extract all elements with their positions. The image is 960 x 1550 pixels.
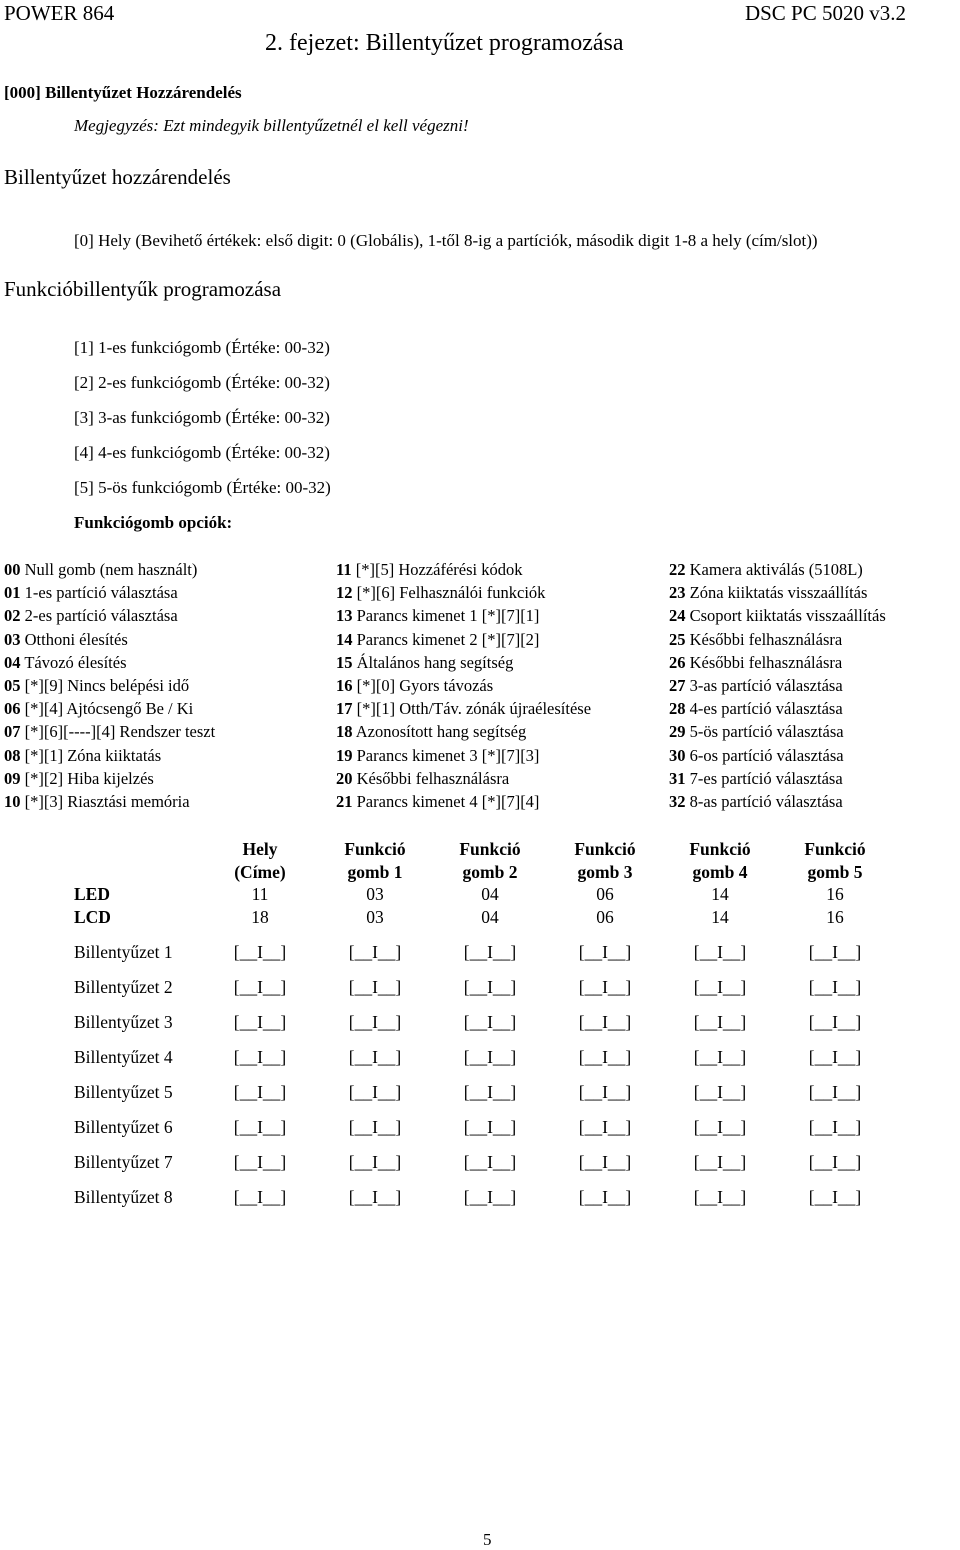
table-header — [205, 838, 315, 884]
function-keys-title: Funkcióbillentyűk programozása — [4, 277, 282, 301]
option-text: [*][0] Gyors távozás — [352, 676, 494, 695]
option-code: 15 — [336, 652, 353, 672]
entry-field: [__I__] — [578, 942, 632, 962]
option-code: 05 — [4, 676, 21, 695]
option-text: [*][2] Hiba kijelzés — [20, 768, 154, 788]
option-text: Későbbi felhasználásra — [685, 629, 843, 649]
option-text: Parancs kimenet 1 [*][7][1] — [352, 606, 540, 626]
keypad-row-label: Billentyűzet 2 — [74, 977, 173, 997]
option-code: 02 — [4, 606, 21, 626]
option-text: 7-es partíció választása — [685, 768, 843, 788]
option-item — [669, 792, 843, 812]
default-value: 03 — [366, 884, 384, 904]
option-item — [336, 746, 539, 766]
entry-field: [__I__] — [578, 1152, 632, 1172]
keypad-row-label: Billentyűzet 5 — [74, 1082, 173, 1102]
option-text: 4-es partíció választása — [685, 699, 843, 719]
header-left: POWER 864 — [4, 1, 115, 25]
default-value: 11 — [251, 884, 269, 904]
entry-field: [__I__] — [463, 1152, 517, 1172]
table-header-line: Funkció — [459, 839, 521, 859]
option-text: 6-os partíció választása — [685, 745, 844, 765]
option-text: Későbbi felhasználásra — [685, 652, 843, 672]
entry-field: [__I__] — [348, 1117, 402, 1137]
entry-field: [__I__] — [693, 1187, 747, 1207]
option-code: 10 — [4, 792, 21, 811]
option-text: [*][5] Hozzáférési kódok — [351, 560, 523, 579]
option-item — [4, 606, 178, 626]
entry-field: [__I__] — [808, 1187, 862, 1207]
option-item — [4, 653, 127, 673]
entry-field: [__I__] — [233, 942, 287, 962]
table-header — [435, 838, 545, 884]
option-item — [669, 583, 867, 603]
section-000-note: Megjegyzés: Ezt mindegyik billentyűzetnél el kell végezni! — [74, 116, 469, 135]
default-value: 03 — [366, 907, 384, 927]
option-text: 5-ös partíció választása — [685, 722, 844, 742]
option-code: 19 — [336, 745, 353, 765]
option-item — [669, 630, 842, 650]
default-value: 06 — [596, 907, 614, 927]
entry-field: [__I__] — [693, 1012, 747, 1032]
entry-field: [__I__] — [233, 1047, 287, 1067]
entry-field: [__I__] — [463, 1117, 517, 1137]
option-item — [336, 722, 526, 742]
option-text: Parancs kimenet 4 [*][7][4] — [352, 792, 540, 811]
entry-field: [__I__] — [348, 977, 402, 997]
option-item — [4, 583, 178, 603]
entry-field: [__I__] — [578, 1187, 632, 1207]
option-text: [*][9] Nincs belépési idő — [20, 676, 190, 695]
option-code: 11 — [336, 560, 352, 579]
option-item — [336, 792, 539, 812]
default-value: 16 — [826, 884, 844, 904]
entry-field: [__I__] — [693, 1152, 747, 1172]
entry-field: [__I__] — [578, 1047, 632, 1067]
entry-field: [__I__] — [348, 1082, 402, 1102]
entry-field: [__I__] — [578, 1082, 632, 1102]
table-header-line: gomb 4 — [692, 862, 748, 882]
entry-field: [__I__] — [693, 1082, 747, 1102]
header-right: DSC PC 5020 v3.2 — [744, 1, 906, 25]
option-text: Parancs kimenet 3 [*][7][3] — [352, 745, 540, 765]
option-code: 00 — [4, 560, 21, 579]
function-key-item: [1] 1-es funkciógomb (Értéke: 00-32) — [74, 338, 330, 357]
entry-field: [__I__] — [348, 1152, 402, 1172]
entry-field: [__I__] — [808, 1117, 862, 1137]
option-text: Azonosított hang segítség — [352, 722, 527, 742]
function-key-item: [4] 4-es funkciógomb (Értéke: 00-32) — [74, 443, 330, 462]
option-text: Zóna kiiktatás visszaállítás — [685, 583, 868, 603]
option-text: [*][1] Zóna kiiktatás — [20, 745, 162, 765]
option-text: 2-es partíció választása — [20, 606, 178, 626]
table-header-line: gomb 5 — [807, 862, 863, 882]
table-header — [665, 838, 775, 884]
entry-field: [__I__] — [463, 977, 517, 997]
option-text: Kamera aktiválás (5108L) — [685, 560, 863, 579]
page-number: 5 — [483, 1530, 492, 1549]
option-code: 09 — [4, 768, 21, 788]
option-code: 16 — [336, 676, 353, 695]
entry-field: [__I__] — [808, 1047, 862, 1067]
option-code: 32 — [669, 792, 686, 811]
entry-field: [__I__] — [233, 1187, 287, 1207]
table-header-line: (Címe) — [234, 862, 286, 882]
option-item — [336, 560, 522, 580]
option-text: Távozó élesítés — [20, 652, 127, 672]
option-item — [336, 676, 493, 696]
option-item — [4, 699, 193, 719]
option-item — [669, 722, 844, 742]
option-code: 27 — [669, 676, 686, 695]
entry-field: [__I__] — [233, 977, 287, 997]
entry-field: [__I__] — [233, 1082, 287, 1102]
option-text: 3-as partíció választása — [685, 676, 843, 695]
option-code: 06 — [4, 699, 21, 719]
option-code: 07 — [4, 722, 21, 742]
entry-field: [__I__] — [578, 977, 632, 997]
entry-field: [__I__] — [578, 1117, 632, 1137]
option-item — [336, 653, 513, 673]
entry-field: [__I__] — [463, 1047, 517, 1067]
entry-field: [__I__] — [463, 942, 517, 962]
slot-line: [0] Hely (Bevihető értékek: első digit: 0 (Globális), 1-től 8-ig a partíciók, második digit 1-8 a hely (cím/slot)) — [74, 231, 818, 250]
option-item — [4, 560, 197, 580]
function-key-item: [3] 3-as funkciógomb (Értéke: 00-32) — [74, 408, 330, 427]
option-item — [336, 699, 591, 719]
table-header-line: Funkció — [689, 839, 751, 859]
table-header — [550, 838, 660, 884]
option-item — [4, 676, 189, 696]
entry-field: [__I__] — [463, 1012, 517, 1032]
options-title: Funkciógomb opciók: — [74, 513, 233, 532]
option-text: 8-as partíció választása — [685, 792, 843, 811]
option-code: 14 — [336, 629, 353, 649]
default-row-label: LCD — [74, 907, 111, 927]
option-code: 20 — [336, 768, 353, 788]
option-code: 03 — [4, 629, 21, 649]
option-item — [669, 769, 843, 789]
keypad-row-label: Billentyűzet 8 — [74, 1187, 173, 1207]
option-item — [4, 722, 215, 742]
section-000-title: [000] Billentyűzet Hozzárendelés — [4, 83, 242, 102]
default-value: 14 — [711, 907, 729, 927]
option-item — [669, 699, 843, 719]
option-item — [669, 676, 843, 696]
default-value: 16 — [826, 907, 844, 927]
keypad-row-label: Billentyűzet 4 — [74, 1047, 173, 1067]
entry-field: [__I__] — [578, 1012, 632, 1032]
entry-field: [__I__] — [693, 942, 747, 962]
option-text: [*][1] Otth/Táv. zónák újraélesítése — [352, 699, 592, 719]
entry-field: [__I__] — [463, 1187, 517, 1207]
option-item — [669, 560, 863, 580]
table-header-line: Funkció — [574, 839, 636, 859]
option-code: 17 — [336, 699, 353, 719]
option-code: 23 — [669, 583, 686, 603]
option-text: Későbbi felhasználásra — [352, 768, 510, 788]
entry-field: [__I__] — [463, 1082, 517, 1102]
option-text: 1-es partíció választása — [20, 583, 178, 603]
option-code: 12 — [336, 583, 353, 603]
option-item — [4, 792, 190, 812]
function-key-item: [2] 2-es funkciógomb (Értéke: 00-32) — [74, 373, 330, 392]
option-text: Parancs kimenet 2 [*][7][2] — [352, 629, 540, 649]
entry-field: [__I__] — [693, 1047, 747, 1067]
keypad-row-label: Billentyűzet 6 — [74, 1117, 173, 1137]
default-value: 18 — [251, 907, 269, 927]
option-item — [336, 769, 509, 789]
option-text: Null gomb (nem használt) — [20, 560, 198, 579]
entry-field: [__I__] — [693, 1117, 747, 1137]
keypad-row-label: Billentyűzet 7 — [74, 1152, 173, 1172]
option-code: 28 — [669, 699, 686, 719]
entry-field: [__I__] — [233, 1012, 287, 1032]
option-item — [4, 746, 161, 766]
default-value: 04 — [481, 907, 499, 927]
entry-field: [__I__] — [233, 1152, 287, 1172]
option-text: [*][4] Ajtócsengő Be / Ki — [20, 699, 194, 719]
entry-field: [__I__] — [348, 1012, 402, 1032]
option-text: Csoport kiiktatás visszaállítás — [685, 606, 886, 626]
option-code: 26 — [669, 652, 686, 672]
option-code: 18 — [336, 722, 353, 742]
option-code: 30 — [669, 745, 686, 765]
option-code: 25 — [669, 629, 686, 649]
option-code: 29 — [669, 722, 686, 742]
option-text: Otthoni élesítés — [20, 629, 128, 649]
table-header — [780, 838, 890, 884]
option-text: Általános hang segítség — [352, 652, 514, 672]
option-item — [4, 630, 128, 650]
keypad-row-label: Billentyűzet 3 — [74, 1012, 173, 1032]
chapter-title: 2. fejezet: Billentyűzet programozása — [265, 30, 624, 56]
table-header-line: gomb 3 — [577, 862, 633, 882]
default-value: 04 — [481, 884, 499, 904]
option-code: 08 — [4, 745, 21, 765]
assignment-title: Billentyűzet hozzárendelés — [4, 165, 231, 189]
default-row-label: LED — [74, 884, 110, 904]
table-header-line: gomb 2 — [462, 862, 518, 882]
entry-field: [__I__] — [233, 1117, 287, 1137]
entry-field: [__I__] — [348, 1187, 402, 1207]
entry-field: [__I__] — [808, 1082, 862, 1102]
table-header-line: gomb 1 — [347, 862, 403, 882]
option-code: 04 — [4, 652, 21, 672]
option-code: 22 — [669, 560, 686, 579]
option-text: [*][3] Riasztási memória — [20, 792, 190, 811]
option-item — [4, 769, 154, 789]
option-code: 24 — [669, 606, 686, 626]
table-header-line: Funkció — [804, 839, 866, 859]
option-code: 13 — [336, 606, 353, 626]
table-header — [320, 838, 430, 884]
entry-field: [__I__] — [693, 977, 747, 997]
option-text: [*][6][----][4] Rendszer teszt — [20, 722, 216, 742]
option-item — [336, 583, 545, 603]
default-value: 14 — [711, 884, 729, 904]
option-code: 01 — [4, 583, 21, 603]
entry-field: [__I__] — [348, 1047, 402, 1067]
entry-field: [__I__] — [348, 942, 402, 962]
function-key-item: [5] 5-ös funkciógomb (Értéke: 00-32) — [74, 478, 331, 497]
entry-field: [__I__] — [808, 1152, 862, 1172]
entry-field: [__I__] — [808, 977, 862, 997]
option-item — [669, 746, 844, 766]
table-header-line: Funkció — [344, 839, 406, 859]
option-item — [336, 606, 539, 626]
option-code: 31 — [669, 768, 686, 788]
default-value: 06 — [596, 884, 614, 904]
option-text: [*][6] Felhasználói funkciók — [352, 583, 546, 603]
entry-field: [__I__] — [808, 942, 862, 962]
entry-field: [__I__] — [808, 1012, 862, 1032]
option-item — [669, 606, 886, 626]
option-code: 21 — [336, 792, 353, 811]
option-item — [336, 630, 539, 650]
table-header-line: Hely — [242, 839, 278, 859]
option-item — [669, 653, 842, 673]
keypad-row-label: Billentyűzet 1 — [74, 942, 173, 962]
